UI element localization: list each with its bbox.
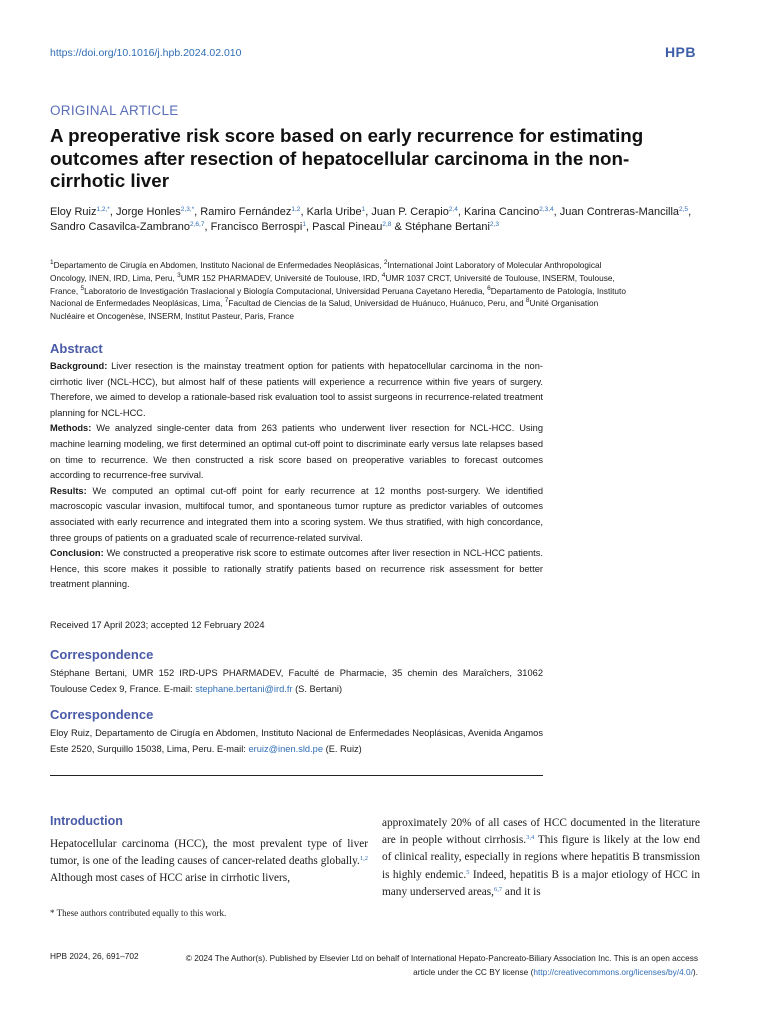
correspondence-suffix: (S. Bertani) [292,684,343,694]
affiliation-text: UMR 152 PHARMADEV, Université de Toulouse, IRD, [180,272,382,283]
affiliation-number: 8 [525,297,530,305]
correspondence-text: Eloy Ruiz, Departamento de Cirugía en Abdomen, Instituto Nacional de Enfermedades Neoplásicas, Avenida Angamos Este 2520, Surquillo 15038, Lima, Peru. E-mail: [50,728,543,754]
journal-citation: HPB 2024, 26, 691–702 [50,951,139,961]
license-link[interactable]: http://creativecommons.org/licenses/by/4.0/ [533,967,693,977]
affiliation-text: Departamento de Patología, Instituto Nacional de Enfermedades Neoplásicas, Lima, [50,285,626,309]
section-label: ORIGINAL ARTICLE [50,103,179,118]
correspondence-text: Stéphane Bertani, UMR 152 IRD-UPS PHARMADEV, Faculté de Pharmacie, 35 chemin des Maraîchers, 31062 Toulouse Cedex 9, France. E-mail: [50,668,543,694]
affiliation-number: 7 [224,297,229,305]
author-list: Eloy Ruiz$^{1,2,*}$, Jorge Honles$^{2,3,*}$, Ramiro Fernández$^{1,2}$, Karla Uribe$^1$, Juan P. Cerapio$^{2,4}$, Karina Cancino$^{2,3,4}$, Juan Contreras-Mancilla$^{2,5}$, Sandro Casavilca-Zambrano$^{2,6,7}$, Francisco Berrospi$^1$, Pascal Pineau$^{2,8}$ & Stéphane Bertani$^{2,3}$ [50,206,692,233]
affiliation-text: Facultad de Ciencias de la Salud, Universidad de Huánuco, Huánuco, Peru, and [228,298,526,309]
author-affiliation-ref[interactable]: 2,3 [489,220,499,228]
received-dates: Received 17 April 2023; accepted 12 February 2024 [50,620,265,630]
affiliation-number: 6 [487,284,491,292]
author [405,221,499,233]
author-affiliation-ref[interactable]: 2,6,7 [190,220,205,228]
intro-text: and it is [502,885,541,898]
intro-text: This figure is likely at the low end of clinical reality, especially in regions where hepatitis B transmission is highly endemic. [382,834,700,881]
conclusion-label: Conclusion: [50,548,104,559]
intro-text: Although most cases of HCC arise in cirrhotic livers, [50,872,291,885]
email-link[interactable]: stephane.bertani@ird.fr [195,684,293,694]
conclusion-text: We constructed a preoperative risk score to estimate outcomes after liver resection in NCL-HCC patients. Hence, this score makes it possible to rationally stratify patients based on recurrence risk assessment for better treatment planning. [50,548,543,590]
citation-ref[interactable]: 1,2 [359,855,368,863]
author-affiliation-ref[interactable]: 1,2,* [96,206,110,213]
author-affiliation-ref[interactable]: 1 [361,206,366,213]
doi-link[interactable]: https://doi.org/10.1016/j.hpb.2024.02.010 [50,47,242,59]
author-name: Sandro Casavilca-Zambrano [50,220,191,233]
journal-logo: HPB [664,44,696,60]
abstract-heading: Abstract [50,341,103,356]
author [560,206,688,218]
intro-text: Indeed, hepatitis B is a major etiology of HCC in many underserved areas, [382,868,700,898]
article-title: A preoperative risk score based on early recurrence for estimating outcomes after resection of hepatocellular carcinoma in the non-cirrhotic liver [50,125,644,191]
citation-ref[interactable]: 3,4 [526,834,535,842]
author-affiliation-ref[interactable]: 2,4 [448,206,458,213]
author-name: Stéphane Bertani [404,220,490,233]
affiliation-number: 5 [80,284,85,292]
affiliation-text: Unité Organisation Nucléaire et Oncogenèse, INSERM, Institut Pasteur, Paris, France [50,298,599,322]
author [312,221,391,233]
citation-ref[interactable]: 6,7 [493,885,503,893]
affiliation-number: 4 [381,271,386,279]
affiliation-text: International Joint Laboratory of Molecular Anthropological Oncology, INEN, IRD, Lima, Peru, [50,260,602,283]
author-affiliation-ref[interactable]: 2,3,4 [539,206,554,213]
author [50,206,110,218]
results-label: Results: [50,485,87,496]
citation-ref[interactable]: 5 [466,868,470,876]
section-divider [50,775,543,776]
intro-text: approximately 20% of all cases of HCC documented in the literature are in people without cirrhosis. [382,817,700,847]
author-name: Juan Contreras-Mancilla [559,206,680,218]
author-affiliation-ref[interactable]: 1 [302,220,306,228]
correspondence-heading: Correspondence [50,707,154,722]
affiliation-text: Laboratorio de Investigación Traslacional y Biología Computacional, Universidad Peruana Cayetano Heredia, [84,285,488,296]
abstract-body [50,359,543,593]
author [200,206,300,218]
correspondence-suffix: (E. Ruiz) [323,744,362,754]
intro-text: Hepatocellular carcinoma (HCC), the most prevalent type of liver tumor, is one of the leading causes of cancer-related deaths globally. [50,838,368,868]
email-link[interactable]: eruiz@inen.sld.pe [248,744,324,754]
author-affiliation-ref[interactable]: 2,8 [382,220,392,228]
author-affiliation-ref[interactable]: 2,3,* [180,206,195,213]
author-name: Francisco Berrospi [210,220,303,233]
author [116,206,194,218]
copyright-end: ). [692,967,698,977]
author-affiliation-ref[interactable]: 2,5 [679,206,689,213]
affiliation-list [50,259,630,323]
author [464,206,554,218]
introduction-left-column [50,836,368,888]
copyright-text: © 2024 The Author(s). Published by Elsevier Ltd on behalf of International Hepato-Pancreato-Biliary Association Inc. This is an open access article under the CC BY license ( [185,953,698,977]
author-name: Ramiro Fernández [200,206,292,218]
affiliation-number: 2 [383,259,388,266]
introduction-heading: Introduction [50,814,123,828]
correspondence-body [50,725,543,757]
introduction-right-column [382,815,700,901]
affiliation-number: 1 [50,259,54,266]
author-name: Jorge Honles [115,206,181,218]
results-text: We computed an optimal cut-off point for early recurrence at 12 months post-surgery. We identified macroscopic vascular invasion, multifocal tumor, and spontaneous tumor rupture as predictor variables of outcomes associated with early recurrence and integrated them into a scoring system. We thus stratified, with high concordance, three groups of patients on a graduated scale of recurrence-related survival. [50,485,543,543]
author [50,221,204,233]
author-name: Eloy Ruiz [50,206,97,218]
background-text: Liver resection is the mainstay treatment option for patients with hepatocellular carcinoma in the non-cirrhotic liver (NCL-HCC), but almost half of these patients will experience a recurrence within five years of surgery. Therefore, we aimed to develop a rationale-based risk evaluation tool to assist surgeons in recurrence-related treatment planning for NCL-HCC. [50,361,543,418]
affiliation-number: 3 [177,271,181,279]
methods-label: Methods: [50,423,92,434]
background-label: Background: [50,361,108,371]
author-affiliation-ref[interactable]: 1,2 [291,206,301,213]
affiliation-text: Departamento de Cirugía en Abdomen, Instituto Nacional de Enfermedades Neoplásicas, [53,260,384,270]
author-name: Karina Cancino [463,206,540,218]
correspondence-body [50,665,543,697]
affiliation-text: UMR 1037 CRCT, Université de Toulouse, INSERM, Toulouse, France, [50,272,615,296]
author-name: Pascal Pineau [312,220,383,233]
author [307,206,366,218]
copyright-notice [174,951,698,979]
correspondence-heading: Correspondence [50,647,154,662]
footnote: * These authors contributed equally to this work. [50,908,227,918]
author [211,221,306,233]
author-name: Juan P. Cerapio [371,206,449,218]
author [371,206,458,218]
author-name: Karla Uribe [306,206,362,218]
methods-text: We analyzed single-center data from 263 patients who underwent liver resection for NCL-HCC. Using machine learning modeling, we first determined an optimal cut-off point to discriminate early versus late relapses based on time to recurrence. We then constructed a risk score based on preoperative variables to forecast outcomes according to recurrence-free survival. [50,423,543,481]
